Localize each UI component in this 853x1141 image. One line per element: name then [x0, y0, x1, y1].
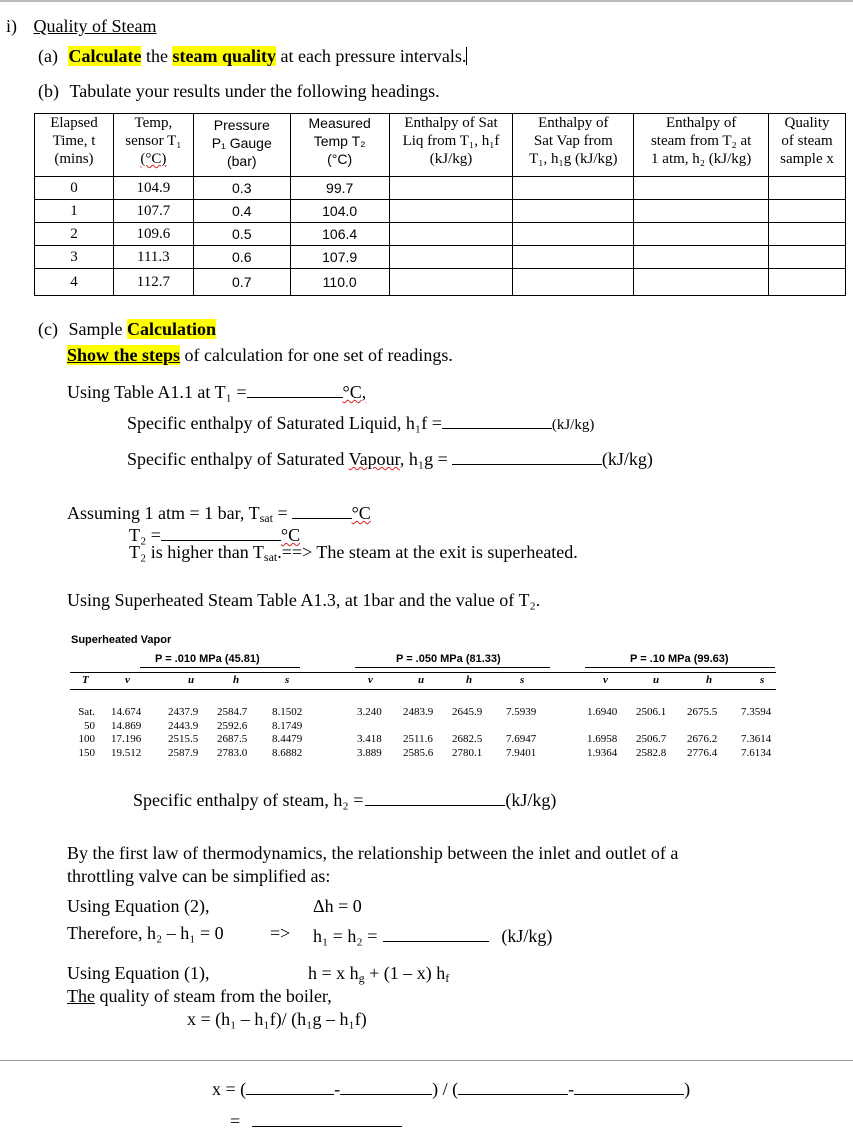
eq2-label: Using Equation (2), [67, 896, 210, 916]
cell-pressure: 0.6 [193, 246, 290, 269]
h1-eq-text: h₁ = h₂ = [313, 926, 378, 946]
x-blank-1[interactable] [246, 1076, 334, 1095]
col-head-v3: v [603, 674, 608, 686]
col-v3: 1.6940 1.6958 1.9364 [587, 706, 618, 759]
assume-text: Assuming 1 atm = 1 bar, T [67, 503, 260, 523]
final-eq-line [230, 1108, 402, 1132]
cell-time: 2 [35, 223, 114, 246]
cell-time: 1 [35, 200, 114, 223]
implies-arrow: => [270, 923, 291, 943]
x-result-blank[interactable] [252, 1108, 402, 1127]
col-head-u3: u [653, 674, 660, 686]
col-h1: 2584.7 2592.6 2687.5 2783.0 [217, 706, 248, 759]
eq1-label: Using Equation (1), [67, 963, 210, 983]
x-eq-open: x = ( [212, 1079, 247, 1099]
hf-blank[interactable] [442, 410, 552, 429]
col-head-u2: u [418, 674, 425, 686]
part-b [38, 81, 440, 102]
text-cursor [466, 47, 467, 65]
table-top-rule [70, 672, 776, 673]
group-rule-2 [355, 667, 550, 668]
table-head-rule [70, 689, 776, 690]
top-border [0, 0, 853, 2]
cell-hg[interactable] [513, 269, 634, 296]
deg-c-unit: °C, [342, 382, 367, 402]
cell-hg[interactable] [513, 200, 634, 223]
quality-line [67, 986, 332, 1007]
eq1-rhs: h = x hg + (1 – x) hf [308, 963, 450, 985]
header-quality: Quality of steam sample x [769, 114, 846, 177]
tsat-blank[interactable] [292, 500, 352, 519]
x-close: ) [684, 1079, 691, 1099]
quality-text: quality of steam from the boiler, [94, 986, 332, 1006]
cell-h2[interactable] [634, 246, 769, 269]
group-p1: P = .010 MPa (45.81) [155, 653, 260, 665]
h1-eq-line [313, 923, 552, 947]
section-title-text: Quality of Steam [33, 16, 157, 36]
table-row [35, 246, 846, 269]
col-head-v2: v [368, 674, 373, 686]
h1-unit: (kJ/kg) [501, 926, 553, 946]
t2-higher-rest: .==> The steam at the exit is superheated. [277, 542, 578, 562]
results-table [34, 113, 846, 296]
hg-label-pre: Specific enthalpy of Saturated [127, 449, 345, 469]
hg-label-post: , h₁g = [399, 449, 448, 469]
cell-hf[interactable] [389, 223, 513, 246]
col-h2: 2645.9 2682.5 2780.1 [452, 706, 483, 759]
superheated-title: Superheated Vapor [71, 634, 172, 646]
part-a [38, 46, 467, 67]
divider [0, 1060, 853, 1061]
cell-pressure: 0.4 [193, 200, 290, 223]
col-head-h3: h [706, 674, 713, 686]
t2-unit: °C [280, 525, 301, 545]
section-number: i) [6, 16, 17, 36]
col-s2: 7.5939 7.6947 7.9401 [506, 706, 537, 759]
col-v2: 3.240 3.418 3.889 [357, 706, 382, 759]
group-p3: P = .10 MPa (99.63) [630, 653, 729, 665]
h1-blank[interactable] [383, 923, 489, 942]
col-u1: 2437.9 2443.9 2515.5 2587.9 [168, 706, 199, 759]
x-minus-2: - [568, 1079, 575, 1099]
col-head-s2: s [520, 674, 525, 686]
table-header-row [35, 114, 846, 177]
the-word: The [67, 986, 95, 1006]
cell-h2[interactable] [634, 269, 769, 296]
cell-h2[interactable] [634, 200, 769, 223]
table-row [35, 177, 846, 200]
sample-text: Sample [68, 319, 123, 339]
table-row [35, 223, 846, 246]
hg-line [127, 446, 653, 470]
group-p2: P = .050 MPa (81.33) [396, 653, 501, 665]
t2-higher-line [129, 542, 578, 565]
cell-time: 4 [35, 269, 114, 296]
header-elapsed-time: Elapsed Time, t (mins) [35, 114, 114, 177]
part-a-text-rest: at each pressure intervals. [280, 46, 467, 66]
table-row [35, 200, 846, 223]
show-steps-line [67, 345, 453, 366]
final-eq: = [230, 1111, 241, 1131]
hf-unit: (kJ/kg) [551, 417, 595, 433]
using-super-line: Using Superheated Steam Table A1.3, at 1bar and the value of T₂. [67, 590, 541, 610]
col-head-T: T [82, 674, 89, 686]
cell-pressure: 0.3 [193, 177, 290, 200]
x-minus-1: - [334, 1079, 341, 1099]
cell-pressure: 0.5 [193, 223, 290, 246]
col-head-h2: h [466, 674, 473, 686]
cell-temp1: 107.7 [113, 200, 193, 223]
part-b-label: (b) [38, 81, 59, 101]
part-c-label: (c) [38, 319, 58, 339]
cell-hf[interactable] [389, 246, 513, 269]
part-a-label: (a) [38, 46, 58, 66]
assume-eq: = [272, 503, 288, 523]
h2-blank[interactable] [365, 787, 505, 806]
cell-hf[interactable] [389, 200, 513, 223]
show-steps-rest: of calculation for one set of readings. [184, 345, 453, 365]
cell-hg[interactable] [513, 223, 634, 246]
t1-blank[interactable] [247, 379, 343, 398]
cell-x[interactable] [769, 177, 846, 200]
part-b-text: Tabulate your results under the following headings. [69, 81, 440, 101]
x-formula: x = (h₁ – h₁f)/ (h₁g – h₁f) [187, 1009, 367, 1029]
col-s1: 8.1502 8.1749 8.4479 8.6882 [272, 706, 303, 759]
cell-temp2: 104.0 [290, 200, 389, 223]
calculate-highlight: Calculate [68, 46, 142, 66]
cell-temp1: 104.9 [113, 177, 193, 200]
show-steps-highlight: Show the steps [67, 345, 181, 365]
group-rule-3 [585, 667, 775, 668]
cell-h2[interactable] [634, 177, 769, 200]
col-T: Sat. 50 100 150 [78, 706, 95, 759]
hg-blank[interactable] [452, 446, 602, 465]
header-pressure: Pressure P₁ Gauge (bar) [193, 114, 290, 177]
header-temp-sensor: Temp, sensor T₁ (°C) [113, 114, 193, 177]
col-v1: 14.674 14.869 17.196 19.512 [111, 706, 142, 759]
cell-x[interactable] [769, 246, 846, 269]
hg-label-vapour: Vapour [348, 449, 400, 469]
cell-temp1: 112.7 [113, 269, 193, 296]
calculation-highlight: Calculation [126, 319, 216, 339]
col-h3: 2675.5 2676.2 2776.4 [687, 706, 718, 759]
cell-x[interactable] [769, 269, 846, 296]
cell-hg[interactable] [513, 177, 634, 200]
hg-unit: (kJ/kg) [601, 449, 653, 469]
col-head-v1: v [125, 674, 130, 686]
cell-temp2: 106.4 [290, 223, 389, 246]
cell-hg[interactable] [513, 246, 634, 269]
cell-temp1: 109.6 [113, 223, 193, 246]
section-title [6, 16, 156, 37]
x-blank-2[interactable] [340, 1076, 432, 1095]
using-table-text: Using Table A1.1 at T₁ = [67, 382, 247, 402]
x-blank-3[interactable] [458, 1076, 568, 1095]
x-div: ) / ( [432, 1079, 459, 1099]
first-law-line2: throttling valve can be simplified as: [67, 866, 331, 886]
col-head-u1: u [188, 674, 195, 686]
table-row [35, 269, 846, 296]
header-enthalpy-sat-liq: Enthalpy of Sat Liq from T₁, h₁f (kJ/kg) [389, 114, 513, 177]
cell-temp2: 107.9 [290, 246, 389, 269]
eq2-rhs: Δh = 0 [313, 896, 362, 916]
tsat-sub: sat [259, 511, 273, 525]
t2-higher-sub: sat [263, 550, 278, 564]
hf-line [127, 410, 594, 434]
col-s3: 7.3594 7.3614 7.6134 [741, 706, 772, 759]
cell-time: 0 [35, 177, 114, 200]
cell-temp2: 110.0 [290, 269, 389, 296]
cell-temp1: 111.3 [113, 246, 193, 269]
therefore-line: Therefore, h₂ – h₁ = 0 [67, 923, 224, 943]
header-enthalpy-sat-vap: Enthalpy of Sat Vap from T₁, h₁g (kJ/kg) [513, 114, 634, 177]
header-enthalpy-steam: Enthalpy of steam from T₂ at 1 atm, h₂ (kJ/kg) [634, 114, 769, 177]
col-head-s3: s [760, 674, 765, 686]
part-c-heading [38, 319, 216, 340]
header-measured-temp: Measured Temp T₂ (°C) [290, 114, 389, 177]
group-rule-1 [140, 667, 300, 668]
t2-label: T₂ = [129, 525, 161, 545]
final-x-line [212, 1076, 690, 1100]
cell-time: 3 [35, 246, 114, 269]
h2-line [133, 787, 556, 811]
hf-label: Specific enthalpy of Saturated Liquid, h₁f = [127, 413, 442, 433]
col-u2: 2483.9 2511.6 2585.6 [403, 706, 434, 759]
part-a-text-the: the [145, 46, 168, 66]
cell-h2[interactable] [634, 223, 769, 246]
first-law-paragraph [67, 842, 678, 888]
steam-quality-highlight: steam quality [172, 46, 276, 66]
h2-unit: (kJ/kg) [505, 790, 557, 810]
using-table-line [67, 379, 366, 403]
tsat-unit: °C [351, 503, 371, 523]
cell-hf[interactable] [389, 269, 513, 296]
col-head-h1: h [233, 674, 240, 686]
col-u3: 2506.1 2506.7 2582.8 [636, 706, 667, 759]
x-blank-4[interactable] [574, 1076, 684, 1095]
t2-higher-text: T₂ is higher than T [129, 542, 264, 562]
cell-hf[interactable] [389, 177, 513, 200]
col-head-s1: s [285, 674, 290, 686]
cell-pressure: 0.7 [193, 269, 290, 296]
first-law-line1: By the first law of thermodynamics, the relationship between the inlet and outlet of a [67, 843, 679, 863]
t2-blank[interactable] [161, 522, 281, 541]
h2-label: Specific enthalpy of steam, h₂ = [133, 790, 364, 810]
cell-temp2: 99.7 [290, 177, 389, 200]
cell-x[interactable] [769, 200, 846, 223]
cell-x[interactable] [769, 223, 846, 246]
